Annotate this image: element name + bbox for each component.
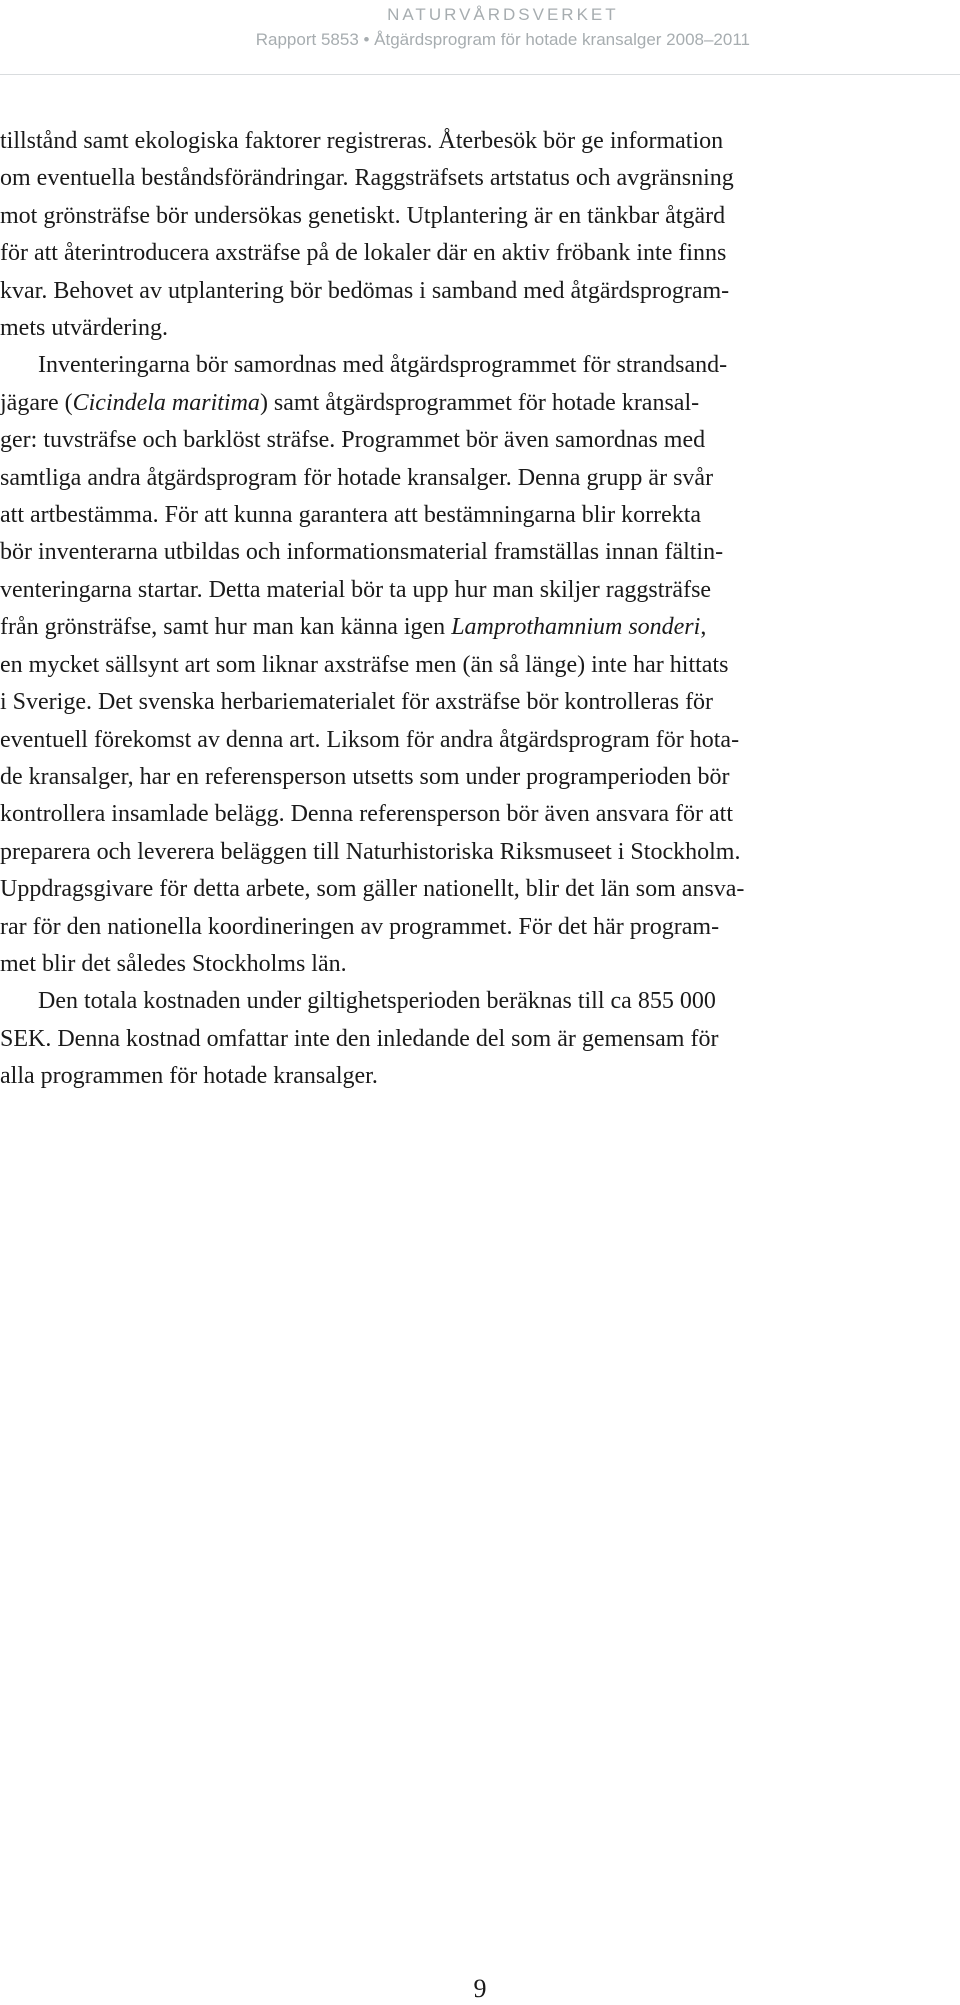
text-line: för att återintroducera axsträfse på de lokaler där en aktiv fröbank inte finns <box>0 240 727 267</box>
text-line: ger: tuvsträfse och barklöst sträfse. Programmet bör även samordnas med <box>0 427 706 454</box>
text-line: mot grönsträfse bör undersökas genetiskt. Utplantering är en tänkbar åtgärd <box>0 202 726 229</box>
text-line: kontrollera insamlade belägg. Denna referensperson bör även ansvara för att <box>0 801 734 828</box>
text-line: alla programmen för hotade kransalger. <box>0 1063 378 1090</box>
species-name: Cicindela maritima <box>72 389 260 416</box>
text-line: de kransalger, har en referensperson utsetts som under programperioden bör <box>0 763 730 790</box>
header-divider <box>0 74 960 75</box>
text-line: bör inventerarna utbildas och informationsmaterial framställas innan fältin- <box>0 539 724 566</box>
running-header <box>256 2 750 52</box>
species-name: Lamprothamnium sonderi <box>451 614 701 641</box>
text-line: venteringarna startar. Detta material bör ta upp hur man skiljer raggsträfse <box>0 576 712 603</box>
text-segment: jägare ( <box>0 389 73 416</box>
text-line: met blir det således Stockholms län. <box>0 950 347 977</box>
text-line: Den totala kostnaden under giltighetsperioden beräknas till ca 855 000 <box>38 988 716 1015</box>
paragraph-2 <box>0 347 910 983</box>
report-title: Rapport 5853 • Åtgärdsprogram för hotade kransalger 2008–2011 <box>255 30 750 49</box>
agency-name: NATURVÅRDSVERKET <box>387 5 619 24</box>
paragraph-3 <box>0 983 910 1095</box>
page-number: 9 <box>473 1974 487 2003</box>
text-line: i Sverige. Det svenska herbariematerialet för axsträfse bör kontrolleras för <box>0 689 714 716</box>
text-line: att artbestämma. För att kunna garantera att bestämningarna blir korrekta <box>0 502 702 529</box>
body-text <box>0 123 910 1096</box>
text-line: om eventuella beståndsförändringar. Raggsträfsets artstatus och avgränsning <box>0 165 734 192</box>
text-line: samtliga andra åtgärdsprogram för hotade kransalger. Denna grupp är svår <box>0 464 714 491</box>
text-line: kvar. Behovet av utplantering bör bedömas i samband med åtgärdsprogram- <box>0 277 730 304</box>
paragraph-1 <box>0 123 910 347</box>
text-line: Uppdragsgivare för detta arbete, som gäller nationellt, blir det län som ansva- <box>0 876 745 903</box>
text-line: preparera och leverera beläggen till Naturhistoriska Riksmuseet i Stockholm. <box>0 838 741 865</box>
text-segment: , <box>700 614 707 641</box>
text-line: rar för den nationella koordineringen av programmet. För det här program- <box>0 913 720 940</box>
text-segment: ) samt åtgärdsprogrammet för hotade kransal- <box>259 389 700 416</box>
text-line: en mycket sällsynt art som liknar axsträfse men (än så länge) inte har hittats <box>0 651 729 678</box>
text-line: tillstånd samt ekologiska faktorer registreras. Återbesök bör ge information <box>0 128 724 154</box>
text-line: SEK. Denna kostnad omfattar inte den inledande del som är gemensam för <box>0 1025 719 1052</box>
text-segment: från grönsträfse, samt hur man kan känna igen <box>0 614 452 641</box>
text-line: Inventeringarna bör samordnas med åtgärdsprogrammet för strandsand- <box>38 352 728 379</box>
text-line: mets utvärdering. <box>0 315 168 342</box>
text-line: eventuell förekomst av denna art. Liksom för andra åtgärdsprogram för hota- <box>0 726 740 753</box>
